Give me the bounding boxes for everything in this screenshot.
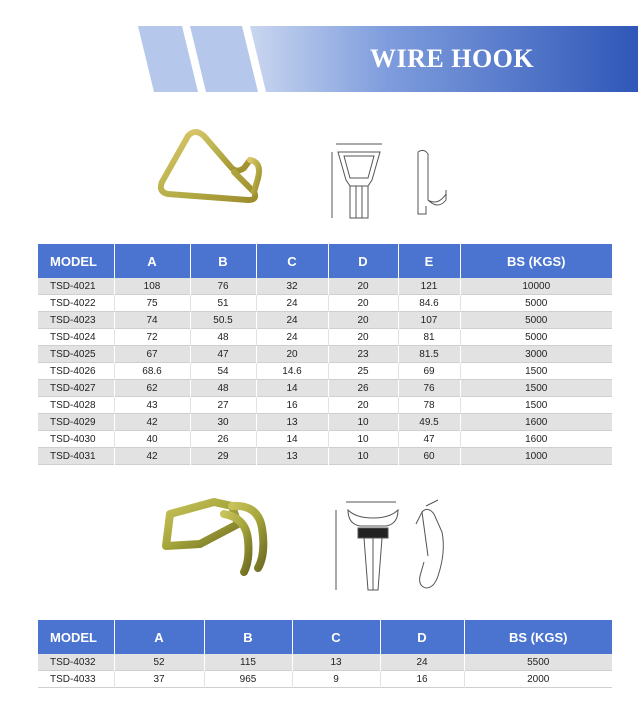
value-cell: 76 (398, 380, 460, 397)
value-cell: 13 (256, 414, 328, 431)
value-cell: 68.6 (114, 363, 190, 380)
table-header-row (38, 244, 612, 278)
value-cell: 1500 (460, 363, 612, 380)
column-header: BS (KGS) (464, 620, 612, 654)
model-cell: TSD-4029 (38, 414, 114, 431)
value-cell: 965 (204, 671, 292, 688)
value-cell: 14 (256, 431, 328, 448)
value-cell: 48 (190, 380, 256, 397)
value-cell: 108 (114, 278, 190, 295)
table-row (38, 380, 612, 397)
column-header: D (380, 620, 464, 654)
wire-hook-photo-1 (150, 122, 270, 217)
model-cell: TSD-4026 (38, 363, 114, 380)
value-cell: 23 (328, 346, 398, 363)
value-cell: 50.5 (190, 312, 256, 329)
column-header: B (190, 244, 256, 278)
value-cell: 16 (256, 397, 328, 414)
value-cell: 10 (328, 431, 398, 448)
wire-hook-drawing-2 (330, 496, 460, 596)
value-cell: 5000 (460, 329, 612, 346)
value-cell: 54 (190, 363, 256, 380)
value-cell: 60 (398, 448, 460, 465)
value-cell: 13 (292, 654, 380, 671)
value-cell: 10 (328, 448, 398, 465)
value-cell: 26 (328, 380, 398, 397)
table-row (38, 329, 612, 346)
column-header: B (204, 620, 292, 654)
value-cell: 5000 (460, 312, 612, 329)
value-cell: 24 (256, 295, 328, 312)
model-cell: TSD-4032 (38, 654, 114, 671)
value-cell: 16 (380, 671, 464, 688)
value-cell: 115 (204, 654, 292, 671)
column-header: E (398, 244, 460, 278)
value-cell: 40 (114, 431, 190, 448)
value-cell: 69 (398, 363, 460, 380)
header-banner (138, 26, 638, 92)
value-cell: 5500 (464, 654, 612, 671)
value-cell: 30 (190, 414, 256, 431)
model-cell: TSD-4031 (38, 448, 114, 465)
table-row (38, 278, 612, 295)
model-cell: TSD-4024 (38, 329, 114, 346)
value-cell: 81.5 (398, 346, 460, 363)
value-cell: 20 (328, 312, 398, 329)
spec-table-2 (38, 620, 612, 688)
value-cell: 47 (398, 431, 460, 448)
value-cell: 10 (328, 414, 398, 431)
value-cell: 9 (292, 671, 380, 688)
value-cell: 20 (328, 295, 398, 312)
value-cell: 1500 (460, 397, 612, 414)
value-cell: 24 (256, 312, 328, 329)
model-cell: TSD-4022 (38, 295, 114, 312)
wire-hook-drawing-1 (328, 140, 458, 225)
value-cell: 29 (190, 448, 256, 465)
value-cell: 1000 (460, 448, 612, 465)
value-cell: 5000 (460, 295, 612, 312)
page-title: WIRE HOOK (370, 44, 535, 73)
value-cell: 75 (114, 295, 190, 312)
table-row (38, 312, 612, 329)
column-header: C (292, 620, 380, 654)
value-cell: 1600 (460, 431, 612, 448)
table-row (38, 448, 612, 465)
value-cell: 20 (328, 329, 398, 346)
column-header: A (114, 244, 190, 278)
model-cell: TSD-4028 (38, 397, 114, 414)
value-cell: 42 (114, 448, 190, 465)
value-cell: 27 (190, 397, 256, 414)
value-cell: 13 (256, 448, 328, 465)
table-row (38, 397, 612, 414)
value-cell: 52 (114, 654, 204, 671)
value-cell: 47 (190, 346, 256, 363)
value-cell: 20 (256, 346, 328, 363)
value-cell: 81 (398, 329, 460, 346)
table-row (38, 671, 612, 688)
model-cell: TSD-4030 (38, 431, 114, 448)
column-header: C (256, 244, 328, 278)
value-cell: 78 (398, 397, 460, 414)
wire-hook-photo-2 (140, 484, 280, 584)
value-cell: 32 (256, 278, 328, 295)
table-row (38, 431, 612, 448)
model-cell: TSD-4023 (38, 312, 114, 329)
column-header: MODEL (38, 244, 114, 278)
value-cell: 1500 (460, 380, 612, 397)
value-cell: 37 (114, 671, 204, 688)
value-cell: 51 (190, 295, 256, 312)
value-cell: 1600 (460, 414, 612, 431)
value-cell: 62 (114, 380, 190, 397)
value-cell: 2000 (464, 671, 612, 688)
model-cell: TSD-4033 (38, 671, 114, 688)
value-cell: 10000 (460, 278, 612, 295)
value-cell: 76 (190, 278, 256, 295)
value-cell: 25 (328, 363, 398, 380)
value-cell: 14 (256, 380, 328, 397)
value-cell: 20 (328, 278, 398, 295)
value-cell: 67 (114, 346, 190, 363)
value-cell: 43 (114, 397, 190, 414)
table-header-row (38, 620, 612, 654)
value-cell: 121 (398, 278, 460, 295)
value-cell: 26 (190, 431, 256, 448)
value-cell: 84.6 (398, 295, 460, 312)
table-row (38, 295, 612, 312)
value-cell: 3000 (460, 346, 612, 363)
value-cell: 49.5 (398, 414, 460, 431)
value-cell: 20 (328, 397, 398, 414)
spec-table-1 (38, 244, 612, 465)
value-cell: 14.6 (256, 363, 328, 380)
column-header: MODEL (38, 620, 114, 654)
value-cell: 72 (114, 329, 190, 346)
table-row (38, 654, 612, 671)
value-cell: 24 (256, 329, 328, 346)
column-header: BS (KGS) (460, 244, 612, 278)
model-cell: TSD-4027 (38, 380, 114, 397)
model-cell: TSD-4025 (38, 346, 114, 363)
table-row (38, 414, 612, 431)
column-header: A (114, 620, 204, 654)
table-row (38, 346, 612, 363)
value-cell: 48 (190, 329, 256, 346)
column-header: D (328, 244, 398, 278)
model-cell: TSD-4021 (38, 278, 114, 295)
value-cell: 24 (380, 654, 464, 671)
value-cell: 42 (114, 414, 190, 431)
value-cell: 74 (114, 312, 190, 329)
table-row (38, 363, 612, 380)
value-cell: 107 (398, 312, 460, 329)
